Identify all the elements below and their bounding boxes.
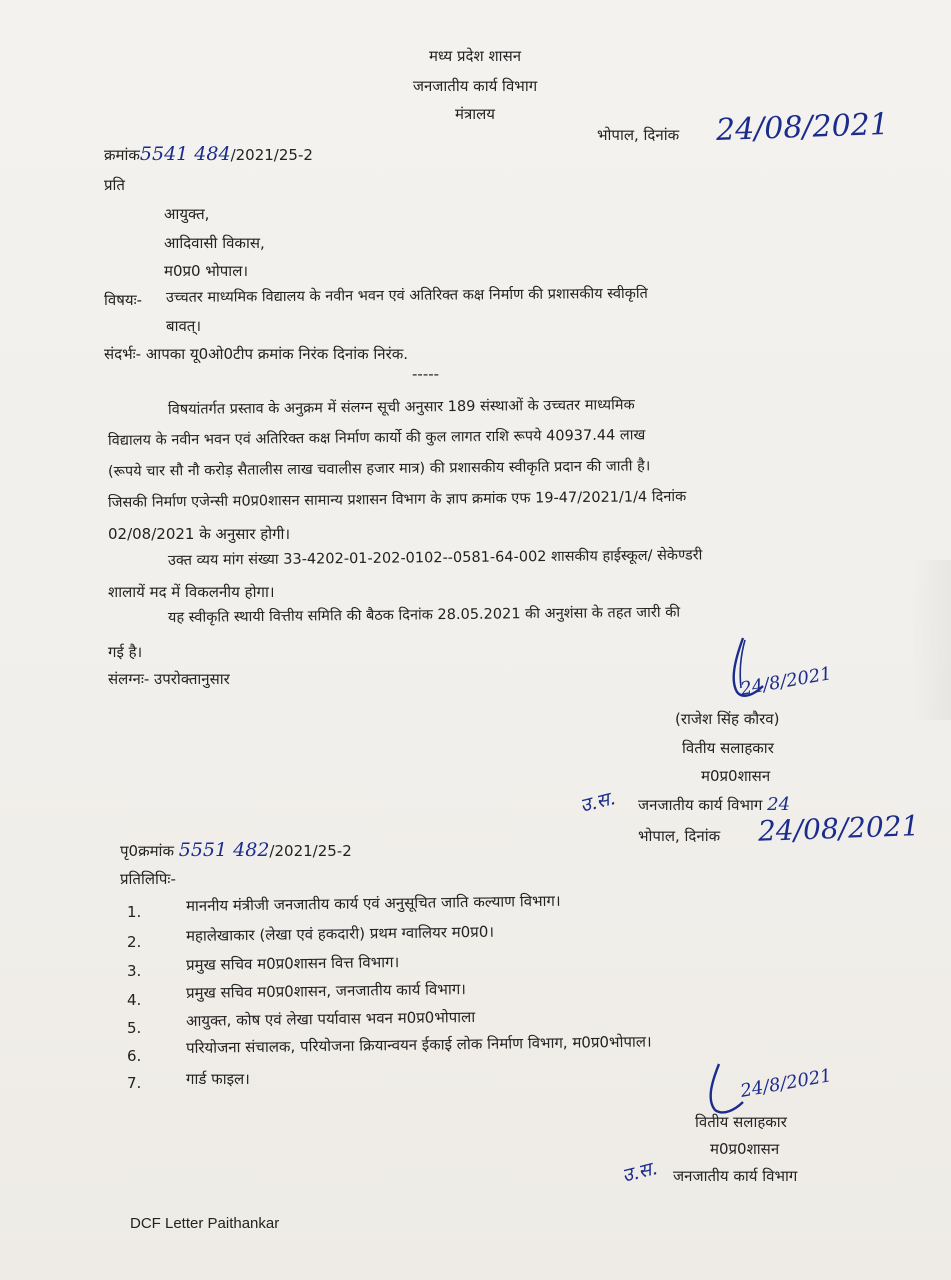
ref-number [104,144,313,165]
signatory-1-dept-handwritten: उ.स. [577,787,618,817]
para2-line2: शालायें मद में विकलनीय होगा। [108,583,275,601]
reference-label: संदर्भः- [104,345,142,363]
subject-line2: बावत्। [166,317,202,335]
copy-item-text: प्रमुख सचिव म0प्र0शासन, जनजातीय कार्य विभाग। [185,980,467,1002]
copy-item-number: 1. [127,903,142,921]
signatory-2-office: म0प्र0शासन [710,1140,780,1158]
copy-item-number: 5. [127,1019,142,1037]
prati: प्रति [104,176,125,194]
signatory-1-dept [638,795,790,815]
footer-note: DCF Letter Paithankar [130,1215,280,1232]
copy-ref-number [120,840,352,861]
signatory-2-dept: जनजातीय कार्य विभाग [673,1167,798,1185]
para3-line2: गई है। [108,643,143,661]
addressee-line1: आयुक्त, [164,205,210,223]
signatory-1-dept-text: जनजातीय कार्य विभाग [638,796,763,814]
copy-ref-prefix: पृ0क्रमांक [120,842,174,860]
signatory-1-office: म0प्र0शासन [701,767,771,785]
header-government: मध्य प्रदेश शासन [428,47,522,65]
copy-ref-suffix: /2021/25-2 [269,842,352,860]
copy-item-number: 4. [127,991,142,1009]
copy-item-number: 3. [127,962,142,980]
para1-line3: (रूपये चार सौ नौ करोड़ सैतालीस लाख चवालीस हजार मात्र) की प्रशासकीय स्वीकृति प्रदान की जाती है। [107,458,651,480]
copy-item-text: माननीय मंत्रीजी जनजातीय कार्य एवं अनुसूचित जाति कल्याण विभाग। [185,891,561,915]
para1-line2: विद्यालय के नवीन भवन एवं अतिरिक्त कक्ष निर्माण कार्यो की कुल लागत राशि रूपये 40937.44 लाख [107,427,646,449]
copy-item-text: परियोजना संचालक, परियोजना क्रियान्वयन ईकाई लोक निर्माण विभाग, म0प्र0भोपाल। [185,1032,652,1057]
signatory-2-designation: वितीय सलाहकार [695,1113,787,1131]
addressee-line2: आदिवासी विकास, [164,234,265,252]
header-department: जनजातीय कार्य विभाग [412,77,538,95]
signatory-1-dept-number: 24 [767,794,791,815]
ref-suffix: /2021/25-2 [230,146,313,164]
copy-item-text: आयुक्त, कोष एवं लेखा पर्यावास भवन म0प्र0भोपाला [185,1007,476,1030]
copy-heading: प्रतिलिपिः- [120,870,176,888]
copy-item-number: 2. [127,933,142,951]
date-label: भोपाल, दिनांक [597,126,680,144]
addressee-line3: म0प्र0 भोपाल। [164,262,249,280]
para1-line4: जिसकी निर्माण एजेन्सी म0प्र0शासन सामान्य प्रशासन विभाग के ज्ञाप क्रमांक एफ 19-47/2021/1/4 दिनांक [107,488,687,511]
subject-line1: उच्चतर माध्यमिक विद्यालय के नवीन भवन एवं अतिरिक्त कक्ष निर्माण की प्रशासकीय स्वीकृति [165,285,648,306]
header-ministry: मंत्रालय [454,105,495,123]
divider: ----- [412,365,440,383]
copy-item-number: 7. [127,1074,142,1092]
reference-line [104,344,408,364]
date-handwritten: 24/08/2021 [715,106,890,149]
subject-label: विषयः- [104,291,143,309]
copy-date-handwritten: 24/08/2021 [757,809,920,848]
signature-1-initials: 24/8/2021 [738,663,834,700]
copy-item-text: गार्ड फाइल। [186,1070,250,1088]
copy-item-number: 6. [127,1047,142,1065]
copy-date-label: भोपाल, दिनांक [638,827,721,845]
page-shadow [911,560,951,720]
ref-handwritten: 5541 484 [139,143,231,165]
copy-item-text: प्रमुख सचिव म0प्र0शासन वित्त विभाग। [185,953,400,974]
para1-line5: 02/08/2021 के अनुसार होगी। [108,525,291,543]
copy-ref-handwritten: 5551 482 [178,839,270,861]
signatory-1-name: (राजेश सिंह कौरव) [675,710,780,728]
copy-item-text: महालेखाकार (लेखा एवं हकदारी) प्रथम ग्वालियर म0प्र0। [185,922,495,945]
enclosure: संलग्नः- उपरोक्तानुसार [108,670,230,688]
signatory-1-designation: वितीय सलाहकार [682,739,774,757]
signatory-2-dept-handwritten: उ.स. [619,1157,660,1187]
reference-text: आपका यू0ओ0टीप क्रमांक निरंक दिनांक निरंक. [145,345,409,363]
para1-line1: विषयांतर्गत प्रस्ताव के अनुक्रम में संलग्न सूची अनुसार 189 संस्थाओं के उच्चतर माध्यमिक [167,397,635,418]
signature-2-initials: 24/8/2021 [738,1065,834,1102]
para3-line1: यह स्वीकृति स्थायी वित्तीय समिति की बैठक दिनांक 28.05.2021 की अनुशंसा के तहत जारी की [167,604,681,626]
para2-line1: उक्त व्यय मांग संख्या 33-4202-01-202-0102--0581-64-002 शासकीय हाईस्कूल/ सेकेण्डरी [167,547,703,569]
ref-prefix: क्रमांक [104,146,140,164]
